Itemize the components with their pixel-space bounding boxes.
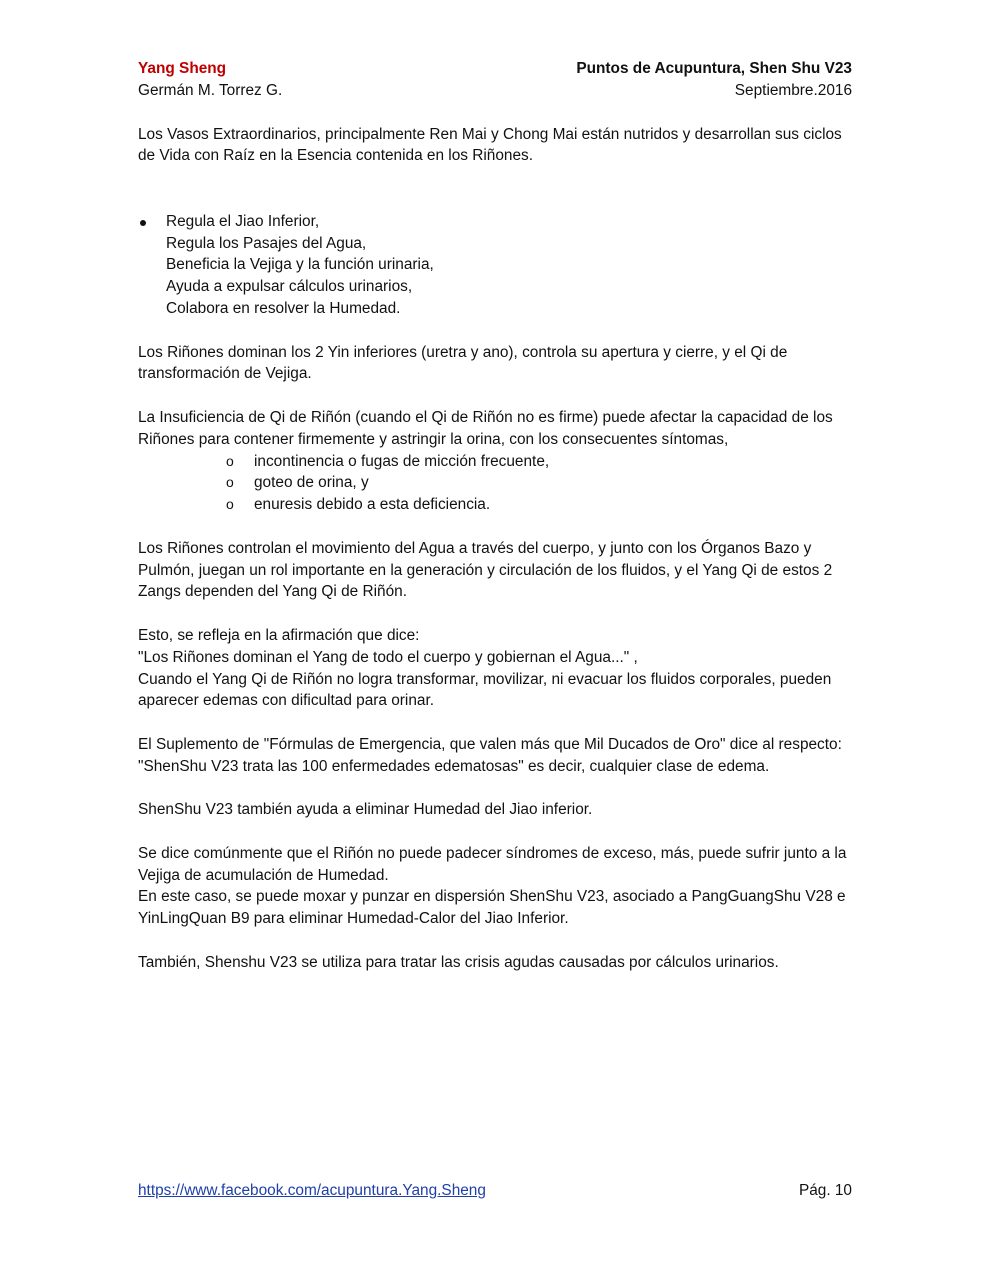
paragraph-humedad-jiao: ShenShu V23 también ayuda a eliminar Humedad del Jiao inferior. [138, 801, 593, 819]
header-document-title: Puntos de Acupuntura, Shen Shu V23 [576, 60, 852, 77]
bullet-line: Ayuda a expulsar cálculos urinarios, [166, 278, 413, 296]
circle-bullet-icon: o [226, 452, 234, 469]
symptom-text: enuresis debido a esta deficiencia. [254, 496, 491, 514]
header-author: Germán M. Torrez G. [138, 81, 283, 99]
header-date: Septiembre.2016 [734, 81, 852, 99]
bullet-line: Regula el Jiao Inferior, [166, 212, 320, 230]
paragraph-line: Se dice comúnmente que el Riñón no puede padecer síndromes de exceso, más, puede sufrir junto a la Vejiga de acumulación de Humedad. [138, 844, 847, 884]
bullet-line: Beneficia la Vejiga y la función urinaria, [166, 256, 434, 274]
page-header [138, 58, 852, 102]
paragraph-exceso [138, 843, 852, 930]
paragraph-afirmacion [138, 625, 852, 712]
paragraph-line: En este caso, se puede moxar y punzar en dispersión ShenShu V23, asociado a PangGuangShu V28 e YinLingQuan B9 para eliminar Humedad-Calor del Jiao Inferior. [138, 888, 846, 928]
paragraph-movimiento-agua: Los Riñones controlan el movimiento del Agua a través del cuerpo, y junto con los Órganos Bazo y Pulmón, juegan un rol importante en la generación y circulación de los fluidos, y el Yang Qi de estos 2 Zangs dependen del Yang Qi de Riñón. [138, 539, 833, 601]
symptom-list-item [138, 451, 852, 473]
paragraph-line: El Suplemento de "Fórmulas de Emergencia, que valen más que Mil Ducados de Oro" dice al respecto: [138, 735, 842, 753]
paragraph-suplemento [138, 734, 852, 778]
header-site-title: Yang Sheng [138, 60, 227, 77]
paragraph-insuficiencia-qi: La Insuficiencia de Qi de Riñón (cuando el Qi de Riñón no es firme) puede afectar la capacidad de los Riñones para contener firmemente y astringir la orina, con los consecuentes síntomas, [138, 408, 833, 448]
symptom-list-item [138, 494, 852, 516]
symptom-text: goteo de orina, y [254, 474, 369, 492]
bullet-icon [140, 220, 146, 226]
paragraph-vasos-extraordinarios: Los Vasos Extraordinarios, principalmente Ren Mai y Chong Mai están nutridos y desarrollan sus ciclos de Vida con Raíz en la Esencia contenida en los Riñones. [138, 125, 842, 165]
page-number: Pág. 10 [798, 1182, 852, 1199]
paragraph-yin-inferiores: Los Riñones dominan los 2 Yin inferiores (uretra y ano), controla su apertura y cierre, y el Qi de transformación de Vejiga. [138, 343, 788, 383]
paragraph-calculos: También, Shenshu V23 se utiliza para tratar las crisis agudas causadas por cálculos urinarios. [138, 953, 779, 971]
bullet-list-functions [138, 211, 852, 320]
document-page [138, 58, 852, 974]
quote-line: "Los Riñones dominan el Yang de todo el cuerpo y gobiernan el Agua..." , [138, 648, 638, 666]
symptom-text: incontinencia o fugas de micción frecuente, [254, 452, 550, 470]
circle-bullet-icon: o [226, 474, 234, 491]
quote-line: "ShenShu V23 trata las 100 enfermedades edematosas" es decir, cualquier clase de edema. [138, 757, 770, 775]
facebook-link[interactable]: https://www.facebook.com/acupuntura.Yang.Sheng [138, 1182, 486, 1199]
circle-bullet-icon: o [226, 496, 234, 513]
bullet-line: Regula los Pasajes del Agua, [166, 234, 367, 252]
page-footer [138, 1180, 852, 1202]
paragraph-line: Cuando el Yang Qi de Riñón no logra transformar, movilizar, ni evacuar los fluidos corporales, pueden aparecer edemas con dificultad para orinar. [138, 670, 832, 710]
paragraph-line: Esto, se refleja en la afirmación que dice: [138, 626, 420, 644]
bullet-line: Colabora en resolver la Humedad. [166, 299, 401, 317]
symptom-list-item [138, 472, 852, 494]
symptom-list [138, 451, 852, 516]
